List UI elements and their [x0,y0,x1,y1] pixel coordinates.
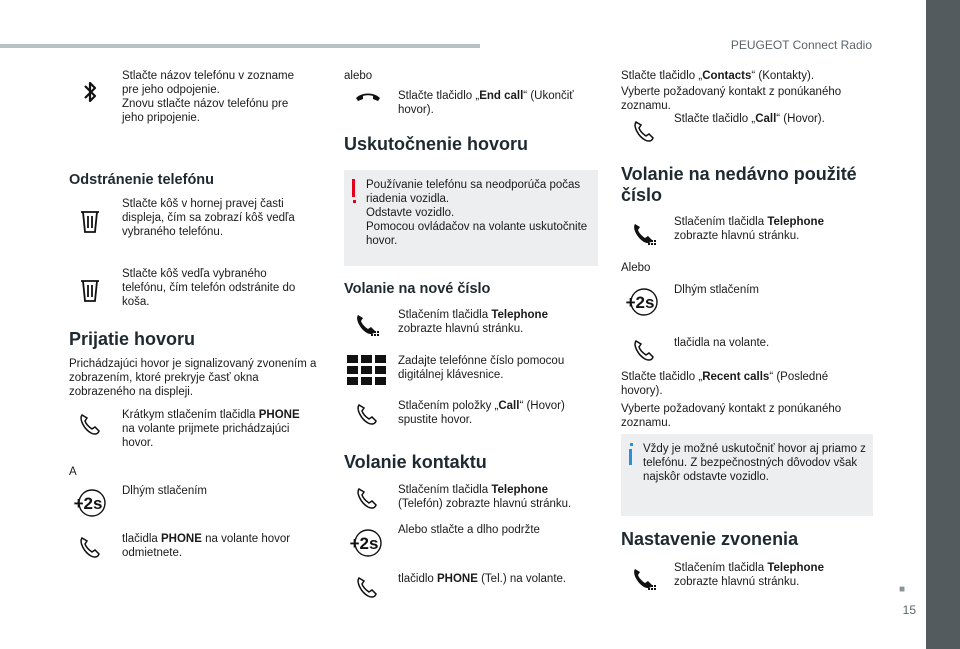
contact-text-2: Alebo stlačte a dlho podržte [398,524,540,536]
contact-text-1: Stlačením tlačidla Telephone (Telefón) zobrazte hlavnú stránku. [398,484,572,510]
warning-icon-dot [353,200,356,203]
phone-handset-icon [630,117,658,145]
end-call-text: Stlačte tlačidlo „End call“ (Ukončiť hovor). [398,90,574,116]
alebo-label-2: Alebo [621,262,651,274]
remove-text-2: Stlačte kôš vedľa vybraného telefónu, čím telefón odstránite do koša. [122,268,296,308]
telephone-app-icon [630,565,658,593]
heading-make-call: Uskutočnenie hovoru [344,134,529,154]
continue-marker: ■ [898,584,905,595]
long-press-text: Dlhým stlačením [122,485,207,497]
bluetooth-icon [76,78,104,106]
side-strip [926,0,960,649]
bluetooth-text: Stlačte názov telefónu v zozname pre jeho odpojenie. Znovu stlačte názov telefónu pre jeho pripojenie. [122,70,294,124]
recent-calls-text: Stlačte tlačidlo „Recent calls“ (Posledné hovory). [621,371,829,397]
warning-box [344,170,598,266]
warning-text: Používanie telefónu sa neodporúča počas riadenia vozidla. Odstavte vozidlo. Pomocou ovládačov na volante uskutočnite hovor. [366,179,588,247]
end-call-icon [353,84,383,112]
remove-text-1: Stlačte kôš v hornej pravej časti displeja, čím sa zobrazí kôš vedľa vybraného telefónu. [122,198,295,238]
heading-call-contact: Volanie kontaktu [344,452,487,472]
page-number: 15 [902,603,916,617]
heading-new-number: Volanie na nové číslo [344,281,491,297]
wheel-button-text: tlačidla na volante. [674,337,770,349]
phone-handset-icon [353,484,381,512]
long-press-2s-icon [618,287,662,317]
info-text: Vždy je možné uskutočniť hovor aj priamo z telefónu. Z bezpečnostných dôvodov však najskôr odstavte vozidlo. [643,443,866,483]
heading-receive-call: Prijatie hovoru [69,329,196,349]
info-icon [629,449,632,465]
phone-handset-icon [630,336,658,364]
heading-ringtone: Nastavenie zvonenia [621,529,799,549]
reject-text: tlačidla PHONE na volante hovor odmietnete. [122,533,291,559]
short-press-text: Krátkym stlačením tlačidla PHONE na volante prijmete prichádzajúci hovor. [122,409,300,449]
trash-icon [76,276,104,304]
brand-label: PEUGEOT Connect Radio [730,38,872,52]
long-press-2s-icon [66,488,110,518]
svg-text:+2s: +2s [625,293,655,312]
heading-recent-number: Volanie na nedávno použité číslo [621,164,857,205]
contacts-text: Stlačte tlačidlo „Contacts“ (Kontakty). [621,70,815,82]
phone-handset-icon [353,400,381,428]
new-number-text-2: Zadajte telefónne číslo pomocou digitálnej klávesnice. [398,355,565,381]
phone-handset-icon [353,573,381,601]
recent-text-1: Stlačením tlačidla Telephone zobrazte hlavnú stránku. [674,216,824,242]
warning-icon [352,179,355,197]
phone-handset-icon [76,410,104,438]
new-number-text-1: Stlačením tlačidla Telephone zobrazte hlavnú stránku. [398,309,548,335]
trash-icon [76,207,104,235]
select-contact-text-1: Vyberte požadovaný kontakt z ponúkaného zoznamu. [621,86,842,112]
info-icon-dot [630,443,633,446]
a-label: A [69,466,77,478]
svg-text:+2s: +2s [73,494,103,513]
heading-remove-phone: Odstránenie telefónu [69,172,215,188]
ringtone-text: Stlačením tlačidla Telephone zobrazte hlavnú stránku. [674,562,824,588]
telephone-app-icon [353,311,381,339]
alebo-label: alebo [344,70,373,82]
new-number-text-3: Stlačením položky „Call“ (Hovor) spustite hovor. [398,400,565,426]
keypad-icon [347,355,387,385]
recent-long-press-text: Dlhým stlačením [674,284,759,296]
svg-text:+2s: +2s [349,534,379,553]
phone-handset-icon [76,533,104,561]
call-button-text: Stlačte tlačidlo „Call“ (Hovor). [674,113,825,125]
contact-text-3: tlačidlo PHONE (Tel.) na volante. [398,573,567,585]
top-rule [0,44,480,48]
info-box [621,434,873,516]
telephone-app-icon [630,220,658,248]
long-press-2s-icon [342,528,386,558]
select-contact-text-2: Vyberte požadovaný kontakt z ponúkaného zoznamu. [621,403,842,429]
receive-intro: Prichádzajúci hovor je signalizovaný zvonením a zobrazením, ktoré prekryje časť okna zobrazeného na displeji. [69,358,317,398]
